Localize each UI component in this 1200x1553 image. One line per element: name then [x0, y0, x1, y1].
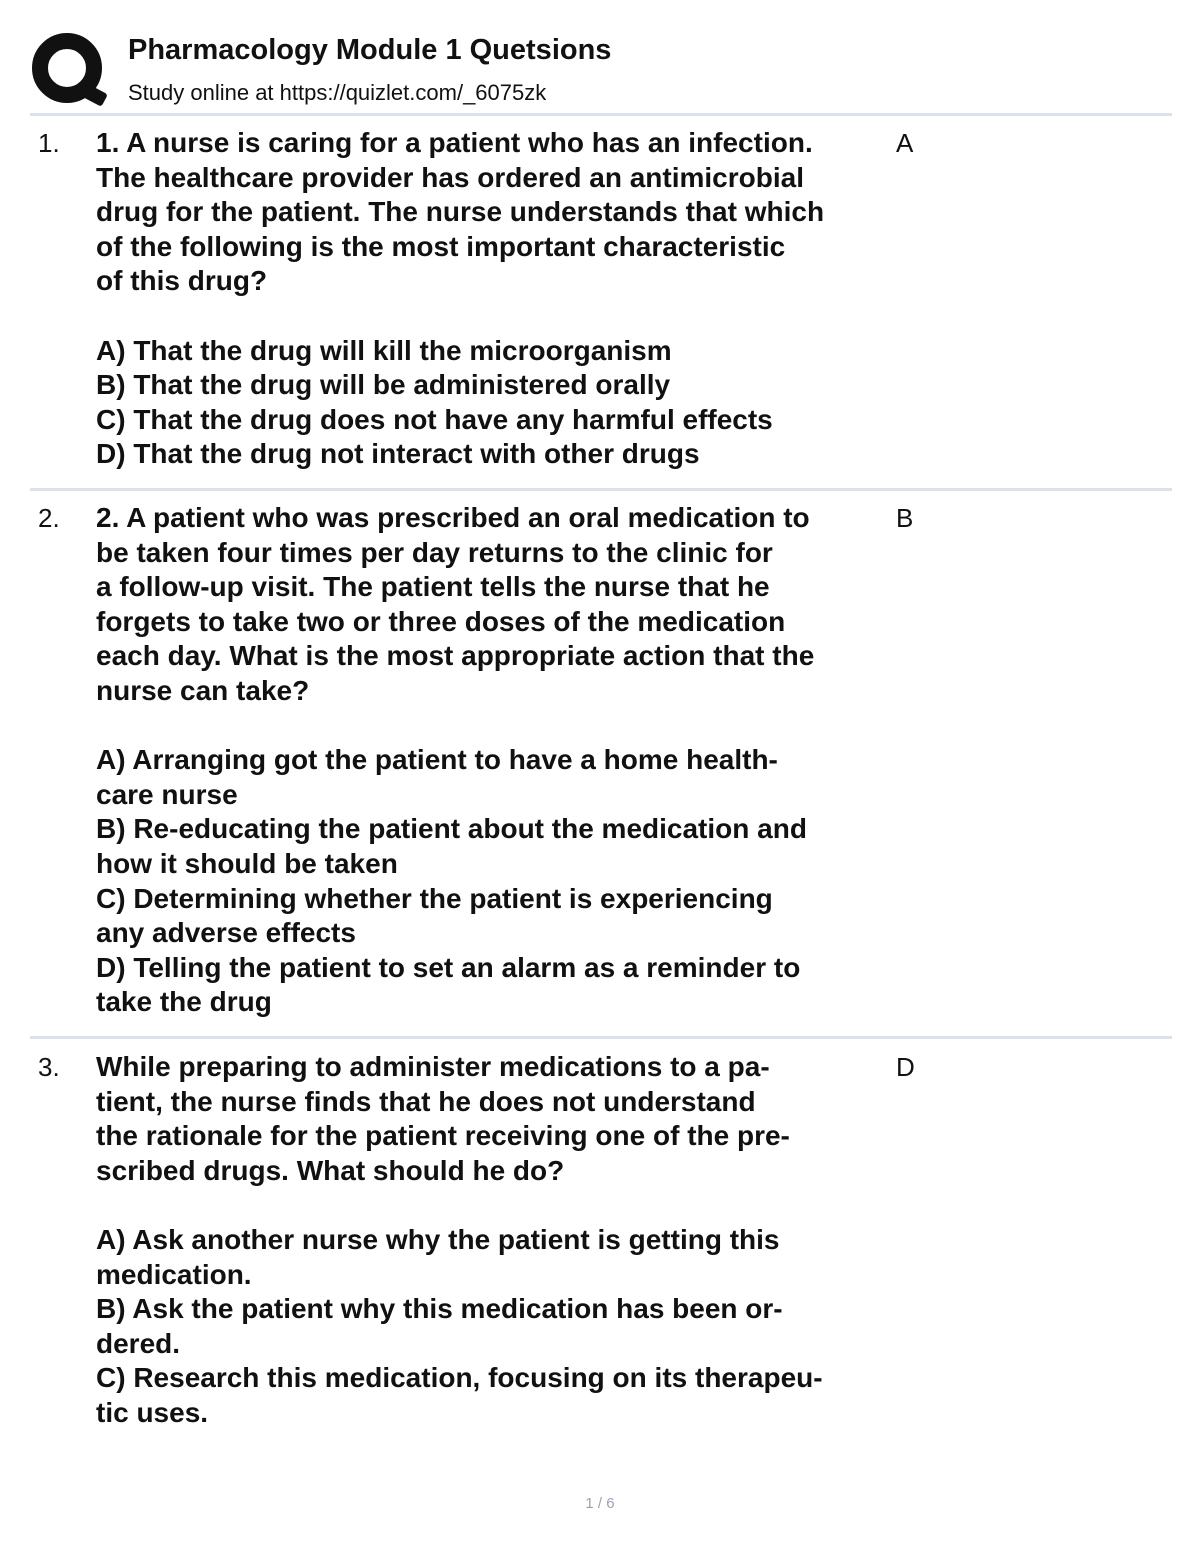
question-text-line: the rationale for the patient receiving one of the pre-: [96, 1120, 790, 1152]
option-line: D) That the drug not interact with other drugs: [96, 438, 700, 470]
divider: [30, 1036, 1172, 1039]
option-line: B) That the drug will be administered orally: [96, 369, 671, 401]
option-line: A) That the drug will kill the microorganism: [96, 334, 672, 366]
question-text-line: 1. A nurse is caring for a patient who has an infection.: [96, 127, 813, 158]
option-line: A) Arranging got the patient to have a home health-: [96, 744, 778, 776]
question-text-line: each day. What is the most appropriate action that the: [96, 640, 815, 672]
quizlet-q-logo-icon: [30, 30, 108, 106]
answer-key: D: [896, 1052, 915, 1082]
question-text-line: drug for the patient. The nurse understands that which: [96, 196, 825, 228]
question-text: [96, 126, 896, 299]
answer-options: [96, 334, 896, 472]
question-text-line: forgets to take two or three doses of the medication: [96, 605, 786, 637]
page-header: [30, 30, 1172, 110]
answer-options: [96, 743, 896, 1020]
option-line: A) Ask another nurse why the patient is getting this: [96, 1223, 780, 1255]
question-text: [96, 501, 896, 709]
question-text-line: The healthcare provider has ordered an antimicrobial: [96, 161, 804, 193]
option-line: dered.: [96, 1327, 181, 1359]
question-body: [96, 501, 896, 1020]
question-number: 2.: [38, 503, 60, 533]
question-text-line: tient, the nurse finds that he does not understand: [96, 1085, 756, 1117]
question-text-line: While preparing to administer medications to a pa-: [96, 1051, 770, 1082]
option-line: care nurse: [96, 778, 238, 810]
option-line: D) Telling the patient to set an alarm as a reminder to: [96, 951, 801, 983]
option-line: any adverse effects: [96, 917, 356, 949]
question-text: [96, 1050, 896, 1188]
option-line: C) Research this medication, focusing on its therapeu-: [96, 1362, 823, 1394]
question-body: [96, 1050, 896, 1431]
question-text-line: 2. A patient who was prescribed an oral medication to: [96, 502, 810, 533]
question-text-line: a follow-up visit. The patient tells the nurse that he: [96, 571, 770, 603]
divider: [30, 488, 1172, 491]
question-text-line: of the following is the most important characteristic: [96, 230, 786, 262]
divider: [30, 113, 1172, 116]
option-line: B) Ask the patient why this medication has been or-: [96, 1293, 783, 1325]
page-title: Pharmacology Module 1 Quetsions: [128, 34, 612, 66]
question-text-line: be taken four times per day returns to the clinic for: [96, 536, 773, 568]
option-line: C) Determining whether the patient is experiencing: [96, 882, 773, 914]
answer-key: B: [896, 503, 914, 533]
answer-options: [96, 1223, 896, 1431]
option-line: take the drug: [96, 986, 272, 1018]
question-number: 3.: [38, 1052, 60, 1082]
answer-key: A: [896, 128, 914, 158]
question-number: 1.: [38, 128, 60, 158]
page-indicator: 1 / 6: [585, 1495, 615, 1512]
question-text-line: scribed drugs. What should he do?: [96, 1154, 565, 1186]
option-line: how it should be taken: [96, 847, 398, 879]
question-body: [96, 126, 896, 472]
option-line: tic uses.: [96, 1396, 209, 1428]
question-text-line: of this drug?: [96, 265, 268, 297]
question-text-line: nurse can take?: [96, 674, 310, 706]
study-online-link[interactable]: Study online at https://quizlet.com/_6075zk: [128, 80, 547, 105]
option-line: C) That the drug does not have any harmful effects: [96, 403, 773, 435]
option-line: medication.: [96, 1258, 252, 1290]
option-line: B) Re-educating the patient about the medication and: [96, 813, 807, 845]
